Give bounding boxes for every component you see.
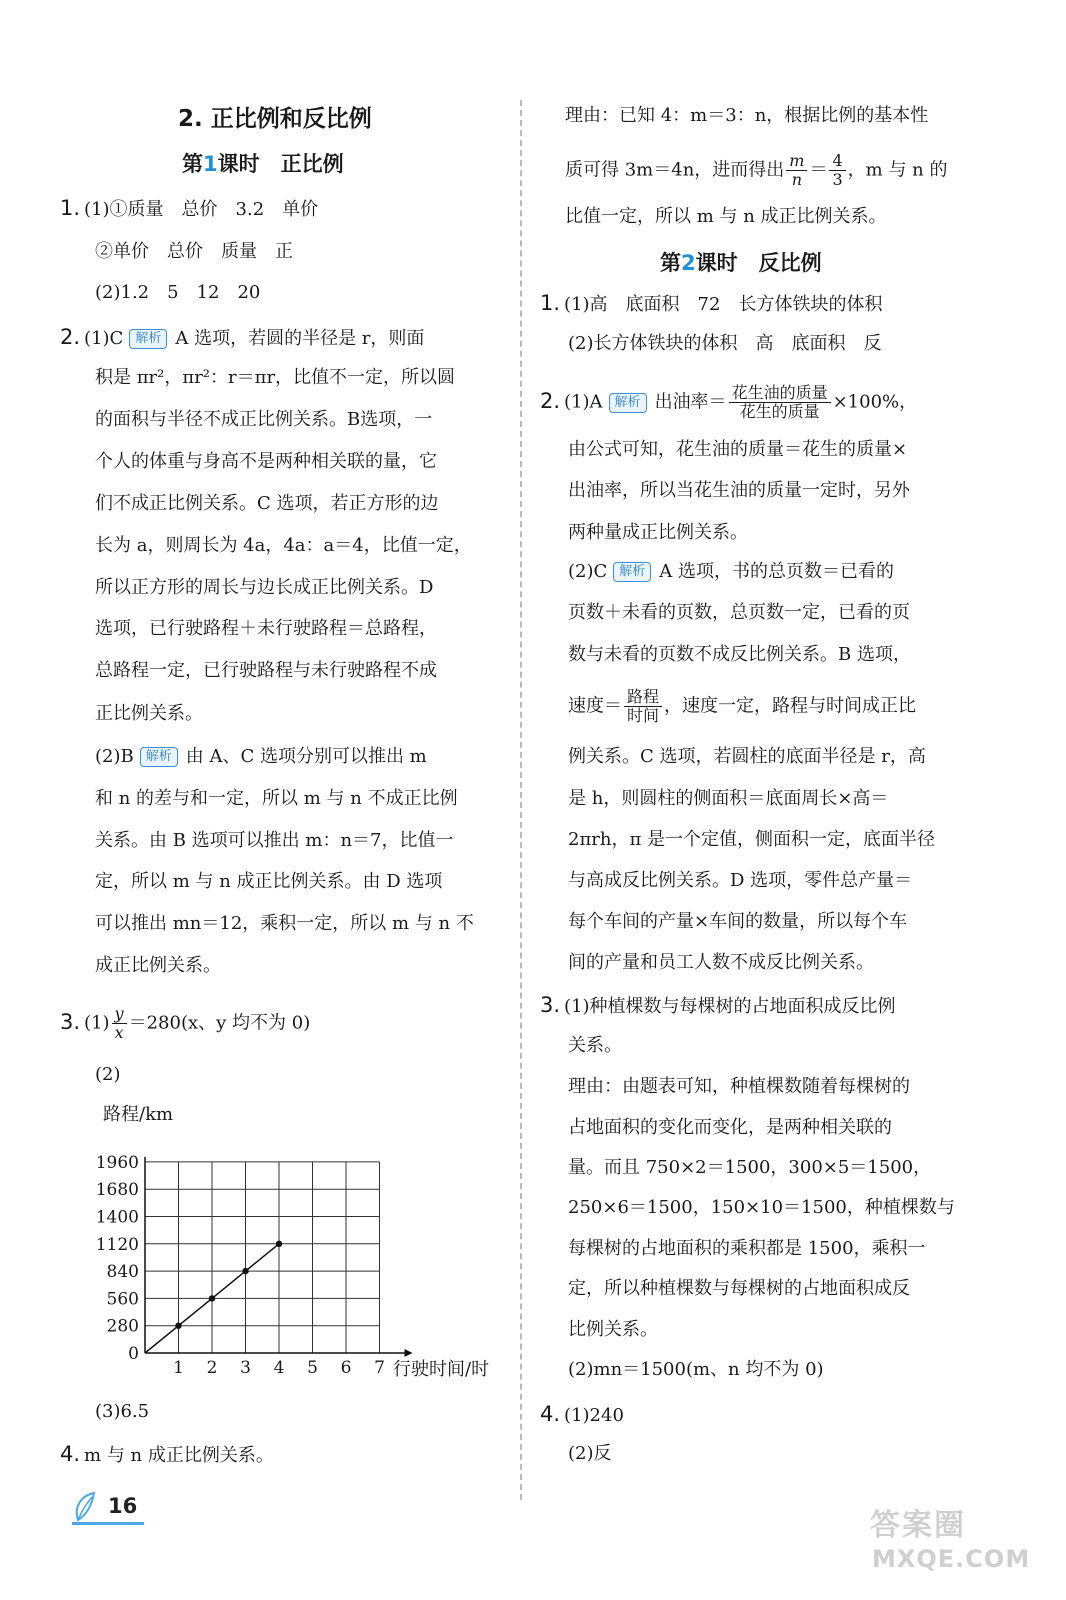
- q4-line: 4. m 与 n 成正比例关系。: [60, 1442, 274, 1466]
- r-q2-a-line: 两种量成正比例关系。: [568, 522, 748, 543]
- r-q2-a-line: 出油率，所以当花生油的质量一定时，另外: [568, 480, 910, 501]
- r-q1-line1: 1. (1)高 底面积 72 长方体铁块的体积: [540, 291, 883, 315]
- data-point: [175, 1323, 181, 1329]
- analysis-tag: 解析: [609, 393, 647, 413]
- r-q2-c-line: 每个车间的产量×车间的数量，所以每个车: [568, 911, 908, 932]
- watermark-url: MXQE.COM: [872, 1545, 1031, 1573]
- q2-a-line: 正比例关系。: [95, 703, 203, 724]
- r-q2-a-head: 2. (1)A 解析 出油率＝ $\frac{\text{花生油的质量}}{\text{花生的质量}}$ ×100%，: [540, 383, 918, 421]
- distance-time-chart: [85, 1095, 515, 1385]
- data-point: [242, 1268, 248, 1274]
- q2-b-line: 和 n 的差与和一定，所以 m 与 n 不成正比例: [95, 788, 458, 809]
- q1-line1: 1. (1)①质量 总价 3.2 单价: [60, 196, 319, 220]
- page-number: 16: [108, 1494, 138, 1518]
- q2-a-line: 们不成正比例关系。C 选项，若正方形的边: [95, 493, 439, 514]
- footer-line: [72, 1522, 144, 1525]
- q2-b-line: 可以推出 mn＝12，乘积一定，所以 m 与 n 不: [95, 913, 474, 934]
- q2-a-line: 积是 πr²，πr²：r＝πr，比值不一定，所以圆: [95, 367, 456, 388]
- r-q2-c-line: 例关系。C 选项，若圆柱的底面半径是 r，高: [568, 746, 926, 767]
- x-tick-label: 6: [340, 1358, 352, 1378]
- y-tick-label: 1680: [95, 1180, 139, 1201]
- y-tick-label: 1120: [95, 1234, 139, 1255]
- r-q3-line: 关系。: [568, 1035, 622, 1056]
- data-point: [276, 1241, 282, 1247]
- q2-a-line: 的面积与半径不成正比例关系。B选项，一: [95, 409, 433, 430]
- r-q2-c-line: 与高成反比例关系。D 选项，零件总产量＝: [568, 870, 913, 891]
- r-q2-speed-line: 速度＝ $\frac{\text{路程}}{\text{时间}}$ ，速度一定，路程与时间成正比: [568, 687, 917, 725]
- r-q2-c-head: (2)C 解析 A 选项，书的总页数＝已看的: [568, 561, 895, 582]
- chart-ylabel: 路程/km: [103, 1104, 174, 1125]
- q1-line2: ②单价 总价 质量 正: [95, 241, 293, 262]
- data-point: [209, 1295, 215, 1301]
- r-q3-line: 250×6＝1500，150×10＝1500，种植棵数与: [568, 1197, 955, 1218]
- y-tick-label: 1960: [95, 1152, 139, 1173]
- r-q4-line1: 4. (1)240: [540, 1402, 624, 1426]
- q3-part2: (2): [95, 1064, 121, 1085]
- column-divider: [520, 100, 522, 1500]
- q3-part3: (3)6.5: [95, 1401, 150, 1422]
- r-q3-line: 定，所以种植棵数与每棵树的占地面积成反: [568, 1278, 910, 1299]
- y-tick-label: 1400: [95, 1207, 139, 1228]
- x-tick-label: 7: [374, 1358, 385, 1378]
- watermark-logo: 答案圈: [870, 1508, 966, 1543]
- r-q3-line: 比例关系。: [568, 1319, 658, 1340]
- q2-a-line: 所以正方形的周长与边长成正比例关系。D: [95, 577, 434, 598]
- r-q3-line: 理由：由题表可知，种植棵数随着每棵树的: [568, 1076, 910, 1097]
- x-tick-label: 5: [307, 1358, 318, 1378]
- reason1-line2: 质可得 3m＝4n，进而得出 $\frac{m}{n}$ ＝ $\frac{4}{3}$ ，m 与 n 的: [565, 151, 948, 189]
- r-q3-line: 3. (1)种植棵数与每棵树的占地面积成反比例: [540, 993, 896, 1017]
- lesson-1-title: 第1课时 正比例: [182, 152, 344, 176]
- reason1-line1: 理由：已知 4：m＝3：n，根据比例的基本性: [565, 105, 929, 126]
- r-q4-line2: (2)反: [568, 1443, 612, 1464]
- r-q1-line2: (2)长方体铁块的体积 高 底面积 反: [568, 333, 882, 354]
- q2-a-line: 长为 a，则周长为 4a，4a：a＝4，比值一定，: [95, 535, 472, 556]
- q2-a-line: 选项，已行驶路程＋未行驶路程＝总路程，: [95, 618, 437, 639]
- q3-part1: 3. (1) $\frac{y}{x}$ ＝280(x、y 均不为 0): [60, 1004, 311, 1042]
- chart-xlabel: 行驶时间/时: [393, 1359, 490, 1380]
- x-tick-label: 3: [240, 1358, 251, 1378]
- y-tick-label: 840: [106, 1262, 139, 1283]
- r-q2-c-line: 数与未看的页数不成反比例关系。B 选项，: [568, 644, 911, 665]
- q2-b-line: 成正比例关系。: [95, 955, 221, 976]
- r-q3-line: 占地面积的变化而变化，是两种相关联的: [568, 1117, 892, 1138]
- r-q3-line: (2)mn＝1500(m、n 均不为 0): [568, 1359, 824, 1380]
- r-q3-line: 每棵树的占地面积的乘积都是 1500，乘积一: [568, 1238, 926, 1259]
- q2-a-head: 2. (1)C 解析 A 选项，若圆的半径是 r，则面: [60, 325, 425, 349]
- r-q2-c-line: 间的产量和员工人数不成反比例关系。: [568, 952, 874, 973]
- q2-b-head: (2)B 解析 由 A、C 选项分别可以推出 m: [95, 746, 427, 767]
- r-q2-c-line: 2πrh，π 是一个定值，侧面积一定，底面半径: [568, 829, 936, 850]
- x-tick-label: 1: [173, 1358, 184, 1378]
- analysis-tag: 解析: [613, 562, 651, 582]
- r-q2-c-line: 是 h，则圆柱的侧面积＝底面周长×高＝: [568, 788, 889, 809]
- q2-b-line: 定，所以 m 与 n 成正比例关系。由 D 选项: [95, 871, 443, 892]
- reason1-line3: 比值一定，所以 m 与 n 成正比例关系。: [565, 206, 887, 227]
- r-q3-line: 量。而且 750×2＝1500，300×5＝1500，: [568, 1157, 932, 1178]
- section-title: 2. 正比例和反比例: [178, 106, 372, 132]
- q1-line3: (2)1.2 5 12 20: [95, 282, 261, 303]
- y-tick-label: 0: [128, 1344, 139, 1364]
- y-tick-label: 560: [106, 1289, 139, 1310]
- y-tick-label: 280: [106, 1316, 139, 1337]
- analysis-tag: 解析: [140, 747, 178, 767]
- x-tick-label: 2: [206, 1358, 218, 1378]
- analysis-tag: 解析: [129, 329, 167, 349]
- q2-b-line: 关系。由 B 选项可以推出 m：n＝7，比值一: [95, 830, 454, 851]
- x-axis-arrow: [405, 1349, 413, 1357]
- q2-a-line: 个人的体重与身高不是两种相关联的量，它: [95, 451, 437, 472]
- r-q2-a-line: 由公式可知，花生油的质量＝花生的质量×: [568, 439, 908, 460]
- x-tick-label: 4: [273, 1358, 285, 1378]
- leaf-icon: [70, 1490, 106, 1524]
- q2-a-line: 总路程一定，已行驶路程与未行驶路程不成: [95, 660, 437, 681]
- lesson-2-title: 第2课时 反比例: [660, 251, 822, 275]
- r-q2-c-line: 页数＋未看的页数，总页数一定，已看的页: [568, 602, 910, 623]
